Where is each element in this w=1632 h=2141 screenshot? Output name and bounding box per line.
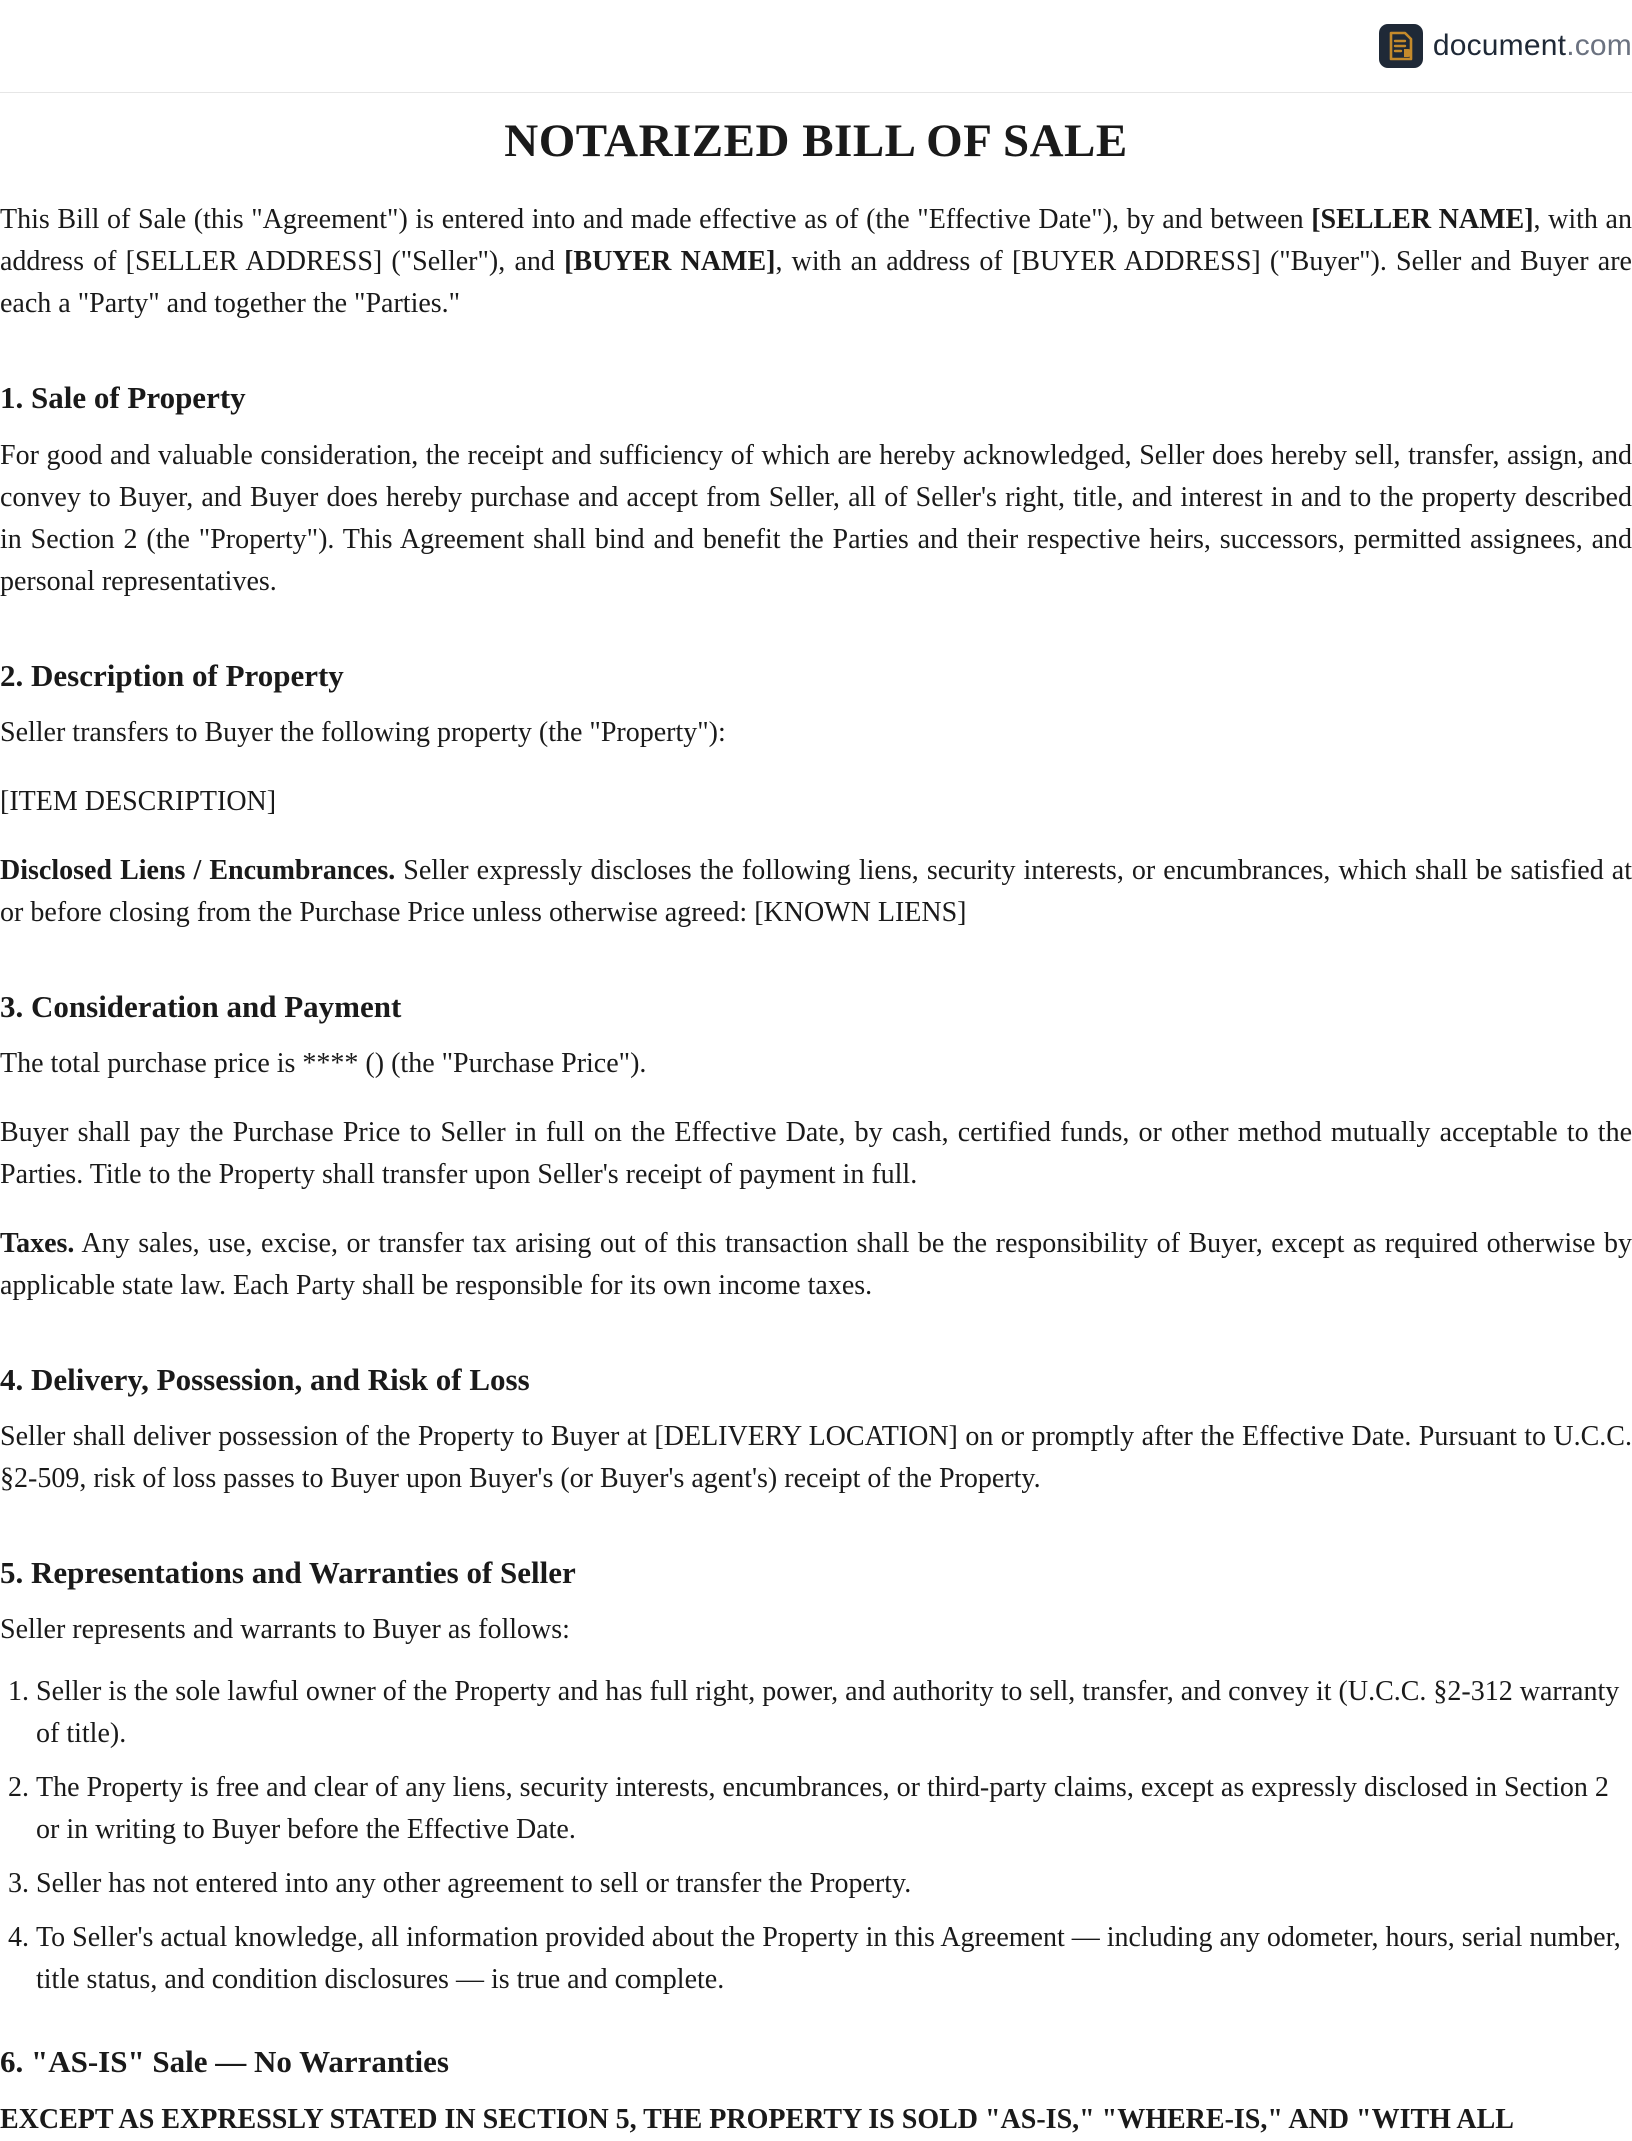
section-heading-6: 6. "AS-IS" Sale — No Warranties bbox=[0, 2044, 449, 2080]
intro-paragraph: This Bill of Sale (this "Agreement") is entered into and made effective as of (the "Effective Date"), by and between [SELLER NAME], with an address of [SELLER ADDRESS] ("Seller"), and [BUYER NAME], with an address of [BUYER ADDRESS] ("Buyer"). Seller and Buyer are each a "Party" and together the "Parties." bbox=[0, 204, 1632, 320]
section-2-paragraph: Seller transfers to Buyer the following property (the "Property"): bbox=[0, 716, 726, 748]
item-description-placeholder: [ITEM DESCRIPTION] bbox=[0, 785, 277, 817]
section-5-paragraph: Seller represents and warrants to Buyer as follows: bbox=[0, 1614, 570, 1646]
warranties-list bbox=[0, 1671, 1632, 2001]
document-page bbox=[0, 113, 1632, 2141]
section-heading-3: 3. Consideration and Payment bbox=[0, 988, 402, 1024]
brand-name: document.com bbox=[1432, 29, 1632, 62]
taxes-label: Taxes. bbox=[0, 1227, 75, 1259]
list-item: 3. Seller has not entered into any other agreement to sell or transfer the Property. bbox=[36, 1863, 1632, 1905]
payment-paragraph: Buyer shall pay the Purchase Price to Seller in full on the Effective Date, by cash, certified funds, or other method mutually acceptable to the Parties. Title to the Property shall transfer upon Seller's receipt of payment in full. bbox=[0, 1116, 1632, 1190]
document-title: NOTARIZED BILL OF SALE bbox=[504, 115, 1128, 167]
section-heading-4: 4. Delivery, Possession, and Risk of Loss bbox=[0, 1361, 530, 1397]
section-heading-5: 5. Representations and Warranties of Seller bbox=[0, 1555, 576, 1591]
buyer-name-placeholder: [BUYER NAME] bbox=[564, 246, 776, 278]
document-logo-icon bbox=[1379, 24, 1423, 68]
purchase-price-paragraph: The total purchase price is **** () (the "Purchase Price"). bbox=[0, 1047, 647, 1079]
list-item: 1. Seller is the sole lawful owner of the Property and has full right, power, and authority to sell, transfer, and convey it (U.C.C. §2-312 warranty of title). bbox=[36, 1671, 1632, 1755]
list-item: 4. To Seller's actual knowledge, all information provided about the Property in this Agreement — including any odometer, hours, serial number, title status, and condition disclosures — is true and complete. bbox=[36, 1917, 1632, 2001]
header-bar bbox=[0, 0, 1632, 93]
document-body bbox=[0, 199, 1632, 2140]
brand[interactable] bbox=[1379, 24, 1632, 68]
list-item: 2. The Property is free and clear of any liens, security interests, encumbrances, or third-party claims, except as expressly disclosed in Section 2 or in writing to Buyer before the Effective Date. bbox=[36, 1767, 1632, 1851]
section-4-paragraph: Seller shall deliver possession of the Property to Buyer at [DELIVERY LOCATION] on or promptly after the Effective Date. Pursuant to U.C.C. §2-509, risk of loss passes to Buyer upon Buyer's (or Buyer's agent's) receipt of the Property. bbox=[0, 1421, 1632, 1495]
as-is-paragraph: EXCEPT AS EXPRESSLY STATED IN SECTION 5, THE PROPERTY IS SOLD "AS-IS," "WHERE-IS," AND "WITH ALL bbox=[0, 2103, 1514, 2135]
section-heading-1: 1. Sale of Property bbox=[0, 380, 246, 416]
seller-name-placeholder: [SELLER NAME] bbox=[1311, 204, 1534, 236]
liens-paragraph: Disclosed Liens / Encumbrances. Seller expressly discloses the following liens, security interests, or encumbrances, which shall be satisfied at or before closing from the Purchase Price unless otherwise agreed: [KNOWN LIENS] bbox=[0, 854, 1632, 928]
taxes-paragraph: Taxes. Any sales, use, excise, or transfer tax arising out of this transaction shall be the responsibility of Buyer, except as required otherwise by applicable state law. Each Party shall be responsible for its own income taxes. bbox=[0, 1227, 1632, 1301]
section-heading-2: 2. Description of Property bbox=[0, 657, 344, 693]
section-1-paragraph: For good and valuable consideration, the receipt and sufficiency of which are hereby acknowledged, Seller does hereby sell, transfer, assign, and convey to Buyer, and Buyer does hereby purchase and accept from Seller, all of Seller's right, title, and interest in and to the property described in Section 2 (the "Property"). This Agreement shall bind and benefit the Parties and their respective heirs, successors, permitted assignees, and personal representatives. bbox=[0, 439, 1632, 597]
liens-label: Disclosed Liens / Encumbrances. bbox=[0, 854, 396, 886]
